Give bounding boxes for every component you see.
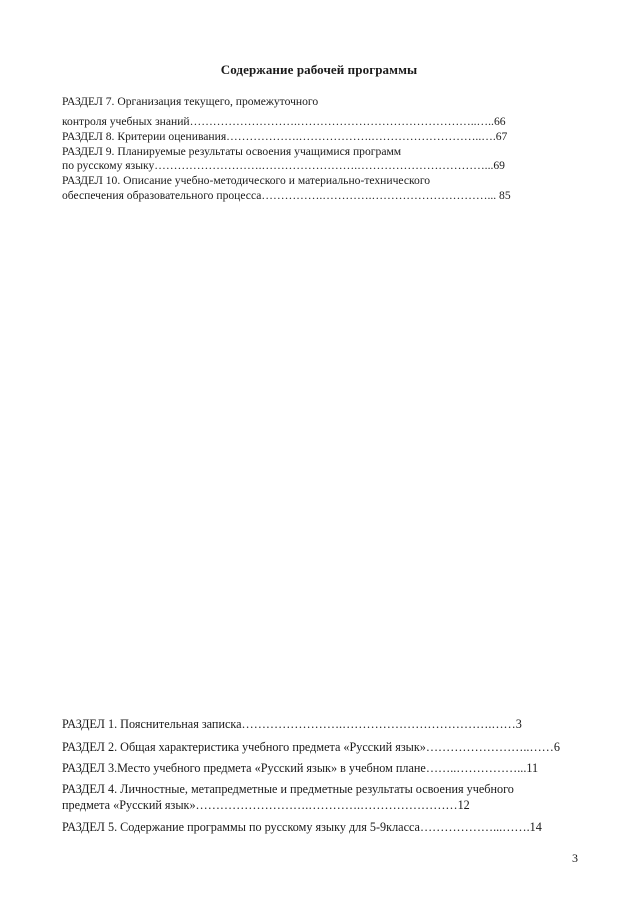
toc-entry-section-7[interactable]: РАЗДЕЛ 7. Организация текущего, промежуточного (62, 95, 319, 108)
toc-entry-section-10[interactable]: РАЗДЕЛ 10. Описание учебно-методического и материально-технического (62, 174, 431, 187)
toc-entry-section-3[interactable]: РАЗДЕЛ 3.Место учебного предмета «Русский язык» в учебном плане……..……………...11 (62, 761, 539, 775)
toc-entry-section-4-cont[interactable]: предмета «Русский язык»……………………….………….……………………12 (62, 798, 470, 812)
toc-entry-section-1[interactable]: РАЗДЕЛ 1. Пояснительная записка…………………….……………………………….……3 (62, 717, 522, 731)
toc-entry-section-9-cont[interactable]: по русскому языку……………………….…………………….……………………………...69 (62, 159, 505, 172)
page-title: Содержание рабочей программы (220, 62, 418, 77)
toc-entry-section-5[interactable]: РАЗДЕЛ 5. Содержание программы по русскому языку для 5-9класса………………...…….14 (62, 820, 542, 834)
toc-entry-section-4[interactable]: РАЗДЕЛ 4. Личностные, метапредметные и предметные результаты освоения учебного (62, 782, 514, 796)
toc-entry-section-10-cont[interactable]: обеспечения образовательного процесса…………….………….…………………………... 85 (62, 189, 511, 202)
toc-entry-section-9[interactable]: РАЗДЕЛ 9. Планируемые результаты освоения учащимися программ (62, 145, 402, 158)
toc-entry-section-2[interactable]: РАЗДЕЛ 2. Общая характеристика учебного предмета «Русский язык»……………………..……6 (62, 740, 560, 754)
page-number: 3 (572, 851, 578, 865)
toc-entry-section-7-cont[interactable]: контроля учебных знаний……………………….………………………………………..…..66 (62, 115, 506, 128)
toc-entry-section-8[interactable]: РАЗДЕЛ 8. Критерии оценивания……………….……………….………………………..….67 (62, 130, 508, 143)
